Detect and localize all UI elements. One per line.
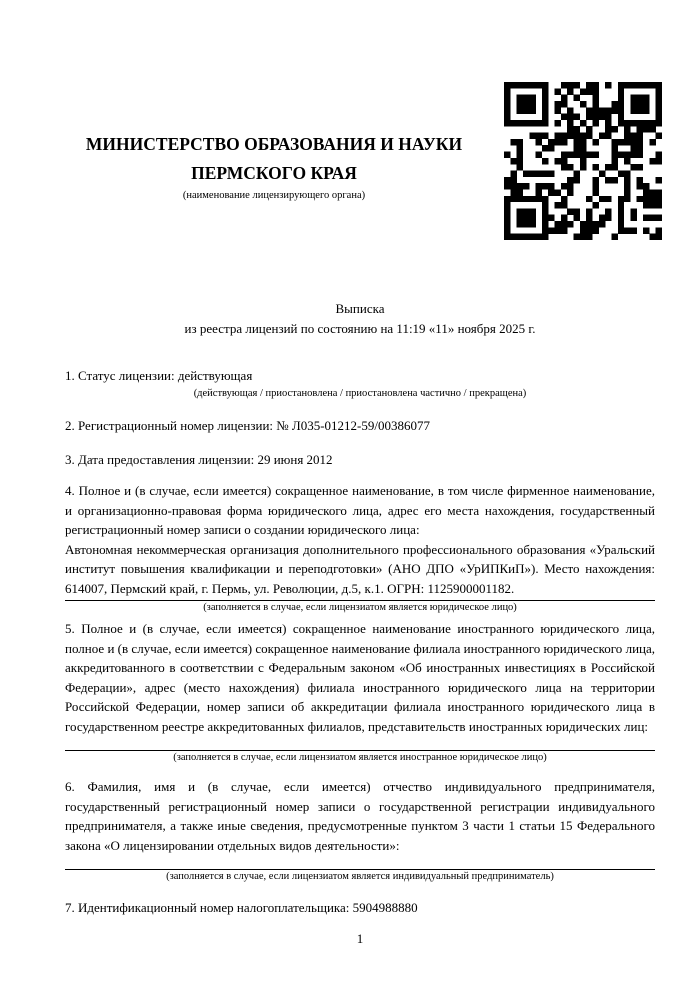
entrepreneur-text: 6. Фамилия, имя и (в случае, если имеется) отчество индивидуального предпринимателя, государственный регистрационный номер записи о государственной регистрации индивидуального предпринимателя, а также иные сведения, предусмотренные пунктом 3 части 1 статьи 15 Федерального закона «О лицензировании отдельных видов деятельности»:	[65, 779, 655, 853]
license-status-note: (действующая / приостановлена / приостановлена частично / прекращена)	[193, 388, 527, 399]
license-status-line: 1. Статус лицензии: действующая	[65, 368, 253, 383]
ministry-title-line1: МИНИСТЕРСТВО ОБРАЗОВАНИЯ И НАУКИ	[85, 134, 463, 154]
document-title-block	[65, 299, 655, 338]
ministry-title	[58, 130, 490, 188]
document-title: Выписка	[335, 301, 385, 316]
legal-entity-text: 4. Полное и (в случае, если имеется) сокращенное наименование, в том числе фирменное наименование, и организационно-правовая форма юридического лица, адрес его места нахождения, государственный регистрационный номер записи о создании юридического лица:	[65, 483, 655, 537]
legal-entity-value: Автономная некоммерческая организация дополнительного профессионального образования «Уральский институт повышения квалификации и переподготовки» (АНО ДПО «УрИПКиП»). Место нахождения: 614007, Пермский край, г. Пермь, ул. Революции, д.5, к.1. ОГРН: 1125900001182.	[65, 541, 655, 596]
qr-code	[504, 82, 662, 240]
foreign-entity-section	[65, 619, 655, 765]
foreign-entity-note: (заполняется в случае, если лицензиатом является иностранное юридическое лицо)	[173, 752, 547, 763]
grant-date-line: 3. Дата предоставления лицензии: 29 июня 2012	[65, 452, 333, 467]
legal-entity-section	[65, 481, 655, 615]
legal-entity-note: (заполняется в случае, если лицензиатом является юридическое лицо)	[203, 602, 517, 613]
document-subtitle: из реестра лицензий по состоянию на 11:19 «11» ноября 2025 г.	[184, 320, 536, 336]
page-number: 1	[356, 931, 364, 946]
registration-number-line: 2. Регистрационный номер лицензии: № Л035-01212-59/00386077	[65, 418, 431, 433]
ministry-title-line2: ПЕРМСКОГО КРАЯ	[191, 163, 357, 183]
taxpayer-number-line: 7. Идентификационный номер налогоплательщика: 5904988880	[65, 900, 418, 915]
entrepreneur-note: (заполняется в случае, если лицензиатом является индивидуальный предприниматель)	[166, 871, 554, 882]
foreign-entity-text: 5. Полное и (в случае, если имеется) сокращенное наименование иностранного юридического лица, полное и (в случае, если имеется) сокращенное наименование филиала иностранного юридического лица, аккредитованного в соответствии с Федеральным законом «Об иностранных инвестициях в Российской Федерации», адрес (место нахождения) филиала иностранного юридического лица на территории Российской Федерации, номер записи об аккредитации филиала иностранного юридического лица в государственном реестре аккредитованных филиалов, представительств иностранных юридических лиц:	[65, 621, 655, 734]
ministry-title-note: (наименование лицензирующего органа)	[182, 190, 366, 201]
entrepreneur-section	[65, 777, 655, 884]
